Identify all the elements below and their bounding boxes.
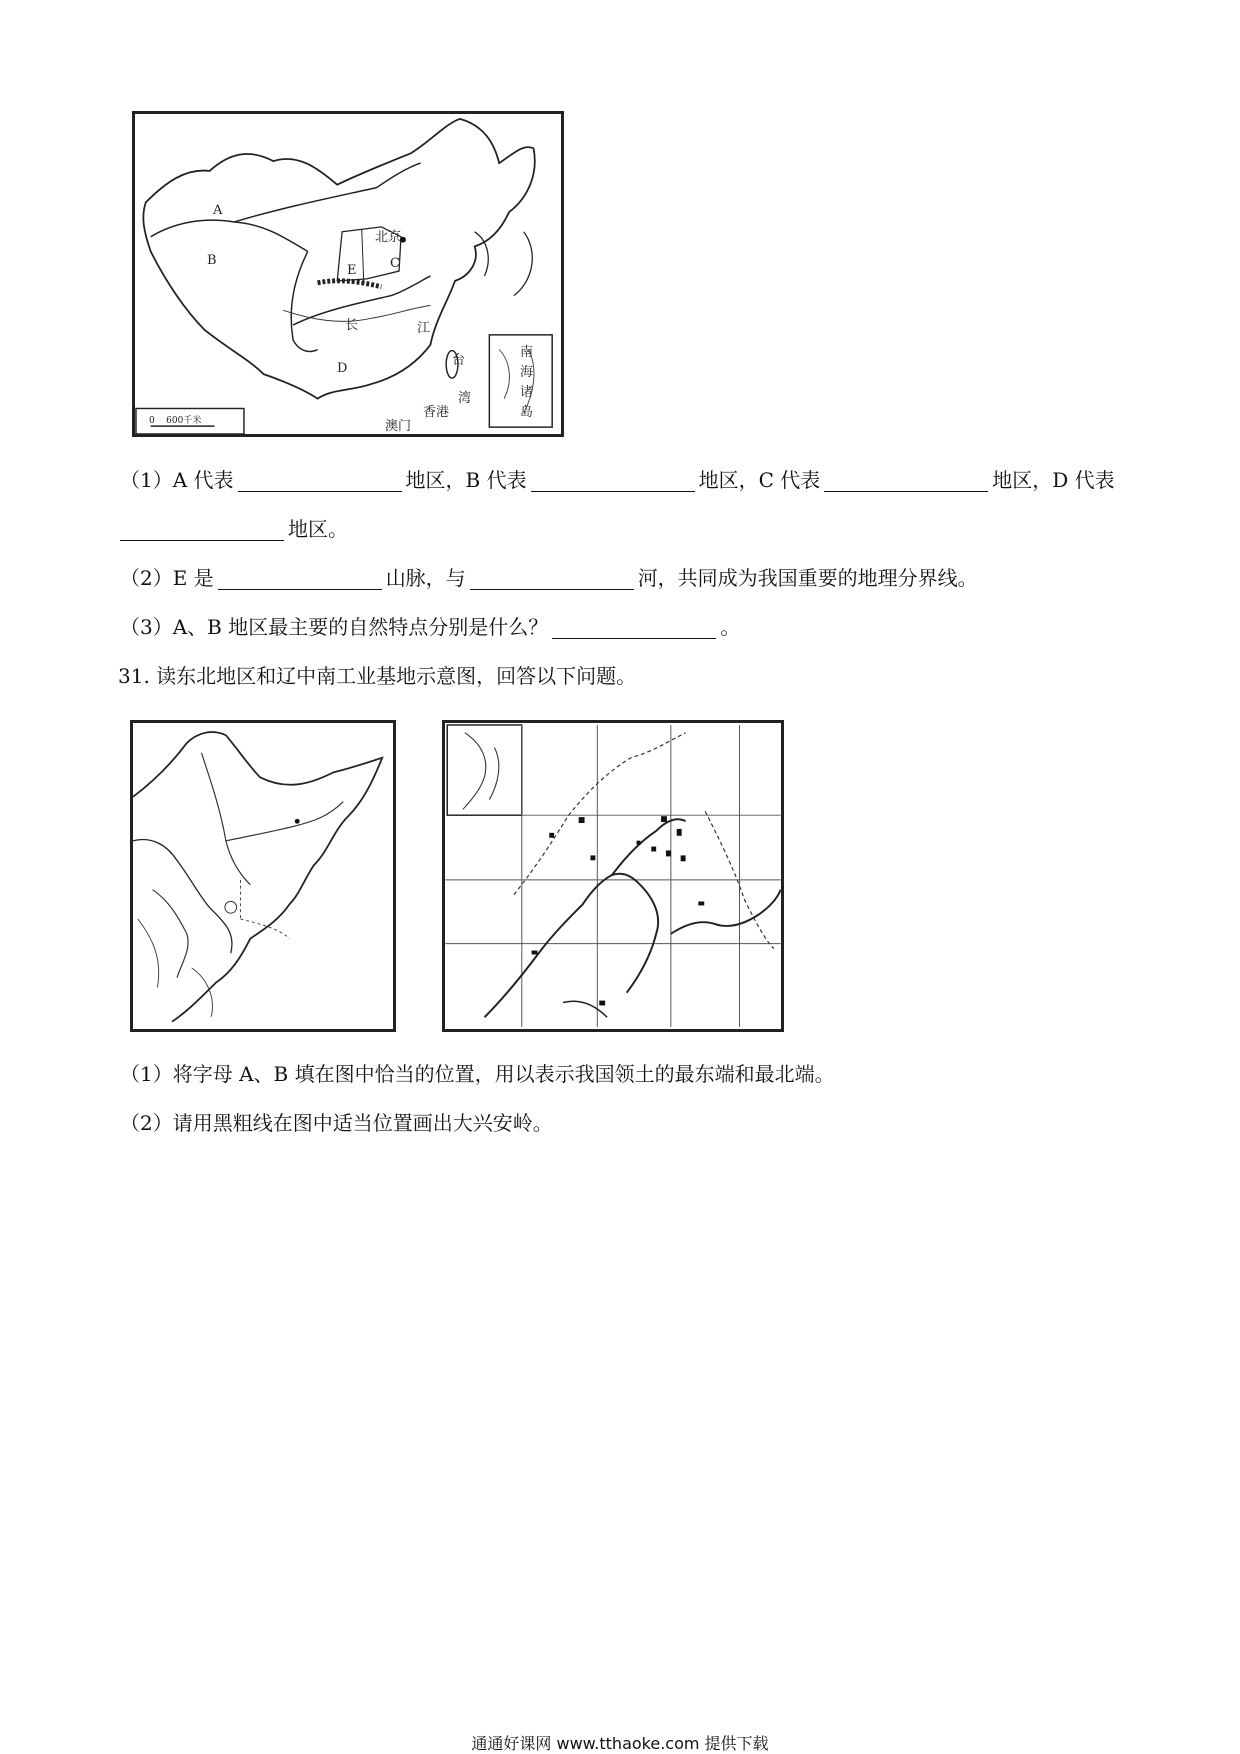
label-a: A bbox=[213, 203, 223, 218]
q31-title: 31. 读东北地区和辽中南工业基地示意图，回答以下问题。 bbox=[118, 664, 637, 688]
inset-label-2: 海 bbox=[520, 365, 534, 380]
beijing-label: 北京 bbox=[375, 230, 402, 245]
liaozhongnan-map-outline bbox=[445, 723, 781, 1029]
macau-label: 澳门 bbox=[385, 419, 412, 434]
northeast-china-map bbox=[130, 720, 396, 1032]
answer-blank-d[interactable] bbox=[120, 518, 284, 541]
changjiang-label-1: 长 bbox=[345, 318, 359, 333]
taiwan-label-2: 湾 bbox=[458, 391, 472, 406]
answer-blank-features[interactable] bbox=[552, 616, 716, 639]
q30-part2: （2）E 是 山脉，与 河，共同成为我国重要的地理分界线。 bbox=[120, 566, 978, 590]
answer-blank-b[interactable] bbox=[531, 469, 695, 492]
q31-part2: （2）请用黑粗线在图中适当位置画出大兴安岭。 bbox=[120, 1111, 553, 1135]
label-b: B bbox=[207, 253, 217, 268]
answer-blank-river[interactable] bbox=[470, 567, 634, 590]
answer-blank-c[interactable] bbox=[824, 469, 988, 492]
label-e: E bbox=[347, 263, 357, 278]
inset-label-3: 诸 bbox=[520, 385, 534, 400]
label-d: D bbox=[337, 361, 348, 376]
q30-part1-line2: 地区。 bbox=[120, 517, 348, 541]
liaozhongnan-industrial-map bbox=[442, 720, 784, 1032]
q30-part1-line1: （1）A 代表 地区，B 代表 地区，C 代表 地区，D 代表 bbox=[120, 468, 1115, 492]
inset-label-4: 岛 bbox=[520, 405, 534, 420]
china-regions-map bbox=[132, 111, 564, 437]
changjiang-label-2: 江 bbox=[417, 321, 431, 336]
northeast-map-outline bbox=[133, 723, 393, 1029]
answer-blank-a[interactable] bbox=[238, 469, 402, 492]
scale-label: 0 600千米 bbox=[149, 416, 202, 426]
hongkong-label: 香港 bbox=[423, 405, 450, 420]
page-footer: 通通好课网 www.tthaoke.com 提供下载 bbox=[471, 1734, 769, 1753]
answer-blank-mountain[interactable] bbox=[218, 567, 382, 590]
inset-label-1: 南 bbox=[520, 345, 534, 360]
q31-part1: （1）将字母 A、B 填在图中恰当的位置，用以表示我国领土的最东端和最北端。 bbox=[120, 1062, 835, 1086]
taiwan-label-1: 台 bbox=[452, 353, 466, 368]
q30-part3: （3）A、B 地区最主要的自然特点分别是什么？ 。 bbox=[120, 615, 741, 639]
label-c: C bbox=[390, 256, 400, 271]
